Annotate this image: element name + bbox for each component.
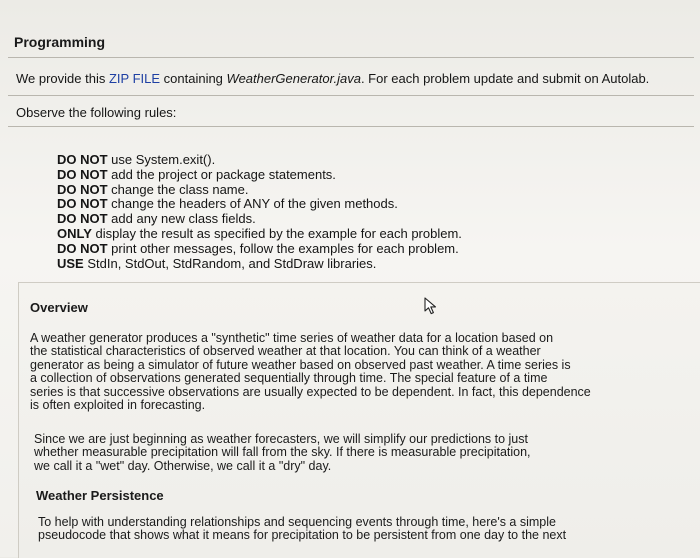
overview-line: is often exploited in forecasting.: [30, 398, 206, 413]
persistence-paragraph: [38, 516, 566, 543]
overview-paragraph-2: [34, 433, 531, 473]
zip-file-link[interactable]: ZIP FILE: [108, 71, 161, 86]
overview-line: a collection of observations generated sequentially through time. The special feature of a time: [30, 371, 548, 386]
rule-item: DO NOT print other messages, follow the examples for each problem.: [57, 240, 459, 256]
overview-line: whether measurable precipitation will fall from the sky. If there is measurable precipitation,: [34, 445, 531, 460]
persistence-line: To help with understanding relationships and sequencing events through time, here's a simple: [38, 515, 556, 529]
overview-title: Overview: [30, 300, 88, 315]
intro-line: [16, 71, 649, 87]
java-filename: WeatherGenerator.java: [226, 71, 361, 86]
overview-line: A weather generator produces a "synthetic" time series of weather data for a location based on: [30, 331, 554, 345]
rules-divider: [8, 126, 694, 127]
rule-item: DO NOT add any new class fields.: [57, 211, 256, 227]
overview-paragraph-1: [30, 332, 591, 412]
intro-prefix: We provide this: [16, 71, 109, 86]
persistence-title: Weather Persistence: [36, 488, 164, 503]
intro-divider: [8, 95, 694, 96]
rules-list: [57, 153, 462, 271]
persistence-line: pseudocode that shows what it means for precipitation to be persistent from one day to the next: [38, 528, 567, 543]
rule-item: USE StdIn, StdOut, StdRandom, and StdDraw libraries.: [57, 255, 377, 271]
rule-item: ONLY display the result as specified by the example for each problem.: [57, 225, 462, 241]
rule-item: DO NOT add the project or package statements.: [57, 166, 336, 182]
intro-mid: containing: [160, 71, 227, 86]
rule-item: DO NOT change the headers of ANY of the given methods.: [57, 196, 398, 212]
rules-heading: Observe the following rules:: [16, 105, 177, 120]
overview-line: we call it a "wet" day. Otherwise, we call it a "dry" day.: [34, 458, 332, 473]
overview-line: series is that successive observations are usually expected to be dependent. In fact, this dependence: [30, 384, 591, 399]
overview-line: Since we are just beginning as weather forecasters, we will simplify our predictions to just: [34, 432, 528, 446]
overview-line: generator as being a simulator of future weather based on observed past weather. A time series is: [30, 357, 571, 372]
rule-item: DO NOT use System.exit().: [57, 152, 216, 167]
page-title: Programming: [14, 34, 106, 50]
intro-suffix: . For each problem update and submit on Autolab.: [360, 71, 650, 86]
rule-item: DO NOT change the class name.: [57, 181, 249, 197]
mouse-pointer-icon: [424, 297, 438, 315]
overview-line: the statistical characteristics of observed weather at that location. You can think of a weather: [30, 344, 541, 359]
title-divider: [8, 57, 694, 58]
